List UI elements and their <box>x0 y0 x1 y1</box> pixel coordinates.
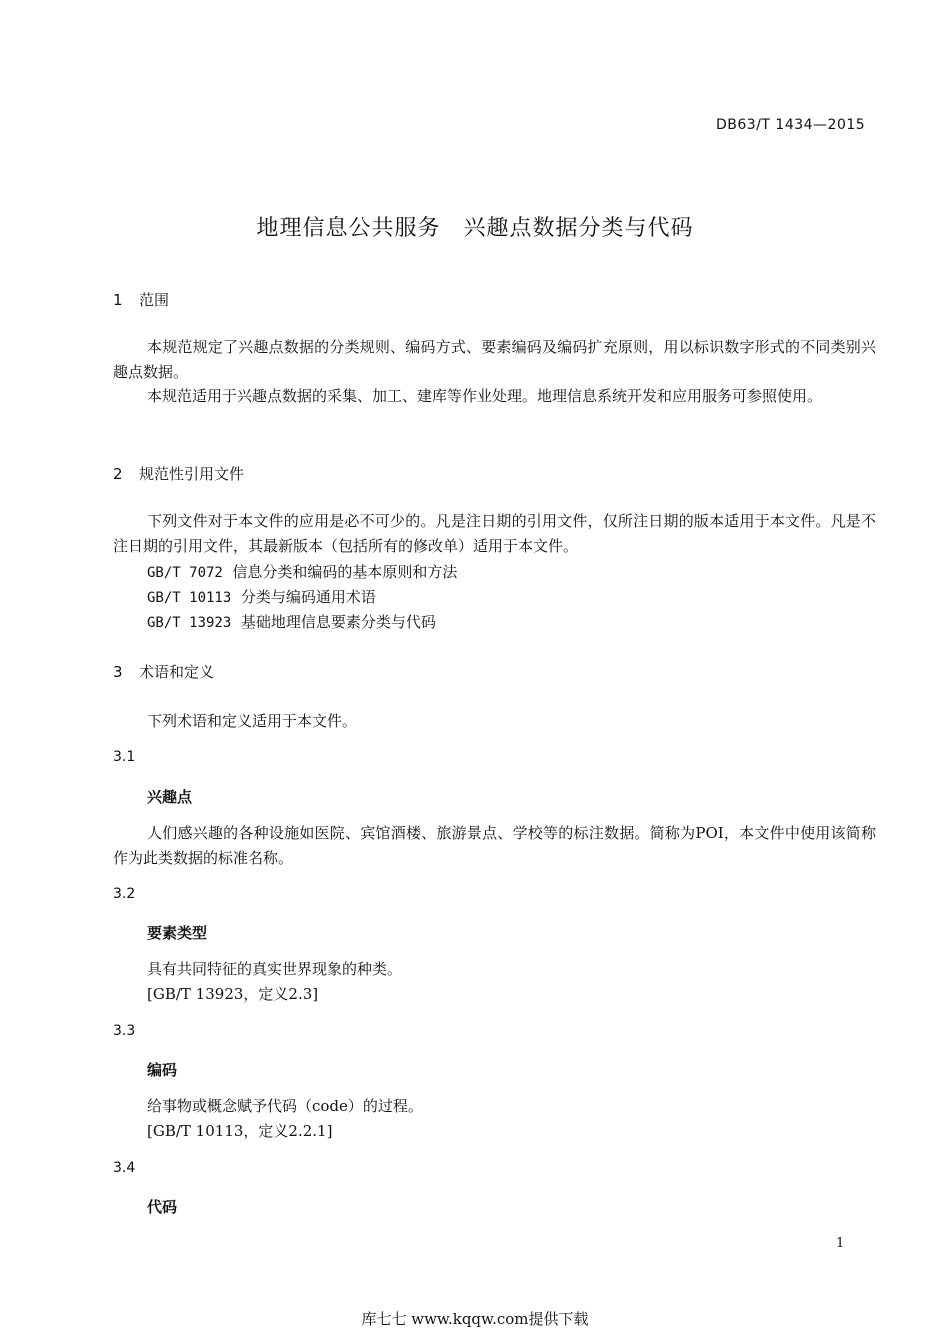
subsection-number: 3.4 <box>113 1160 136 1176</box>
subsection-number: 3.1 <box>113 749 136 765</box>
paragraph: 本规范规定了兴趣点数据的分类规则、编码方式、要素编码及编码扩充原则，用以标识数字形式的不同类别兴趣点数据。 <box>113 338 876 381</box>
reference-code: GB/T 10113 <box>147 590 232 606</box>
term-source: [GB/T 10113，定义2.2.1] <box>147 1122 333 1140</box>
term-title: 编码 <box>147 1061 178 1079</box>
document-code: DB63/T 1434—2015 <box>716 117 866 133</box>
subsection-number: 3.3 <box>113 1023 136 1039</box>
section-number: 2 <box>113 465 123 483</box>
paragraph: 本规范适用于兴趣点数据的采集、加工、建库等作业处理。地理信息系统开发和应用服务可参照使用。 <box>147 387 823 405</box>
reference-code: GB/T 13923 <box>147 615 232 631</box>
section-number: 1 <box>113 291 123 309</box>
term-definition: 具有共同特征的真实世界现象的种类。 <box>147 960 403 978</box>
section-2-heading <box>113 463 244 484</box>
reference-title: 基础地理信息要素分类与代码 <box>240 613 436 631</box>
section-title: 范围 <box>139 291 170 309</box>
term-definition: 人们感兴趣的各种设施如医院、宾馆酒楼、旅游景点、学校等的标注数据。简称为POI，本文件中使用该简称作为此类数据的标准名称。 <box>113 824 876 867</box>
download-footer: 库七七 www.kqqw.com提供下载 <box>361 1310 589 1328</box>
reference-item <box>147 586 376 607</box>
reference-item <box>147 561 457 582</box>
term-title: 兴趣点 <box>147 788 193 806</box>
page-number: 1 <box>836 1236 845 1251</box>
reference-title: 分类与编码通用术语 <box>240 588 376 606</box>
reference-code: GB/T 7072 <box>147 565 223 581</box>
reference-item <box>147 611 436 632</box>
paragraph: 下列术语和定义适用于本文件。 <box>147 712 358 730</box>
section-number: 3 <box>113 663 123 681</box>
term-source: [GB/T 13923，定义2.3] <box>147 985 319 1003</box>
term-definition: 给事物或概念赋予代码（code）的过程。 <box>147 1097 423 1115</box>
paragraph: 下列文件对于本文件的应用是必不可少的。凡是注日期的引用文件，仅所注日期的版本适用于本文件。凡是不注日期的引用文件，其最新版本（包括所有的修改单）适用于本文件。 <box>113 512 876 555</box>
subsection-number: 3.2 <box>113 886 136 902</box>
section-title: 规范性引用文件 <box>139 465 245 483</box>
document-title: 地理信息公共服务 兴趣点数据分类与代码 <box>256 216 694 241</box>
section-1-heading <box>113 289 169 310</box>
section-title: 术语和定义 <box>139 663 215 681</box>
term-title: 要素类型 <box>147 924 208 942</box>
section-3-heading <box>113 661 214 682</box>
reference-title: 信息分类和编码的基本原则和方法 <box>232 563 458 581</box>
term-title: 代码 <box>147 1198 178 1216</box>
